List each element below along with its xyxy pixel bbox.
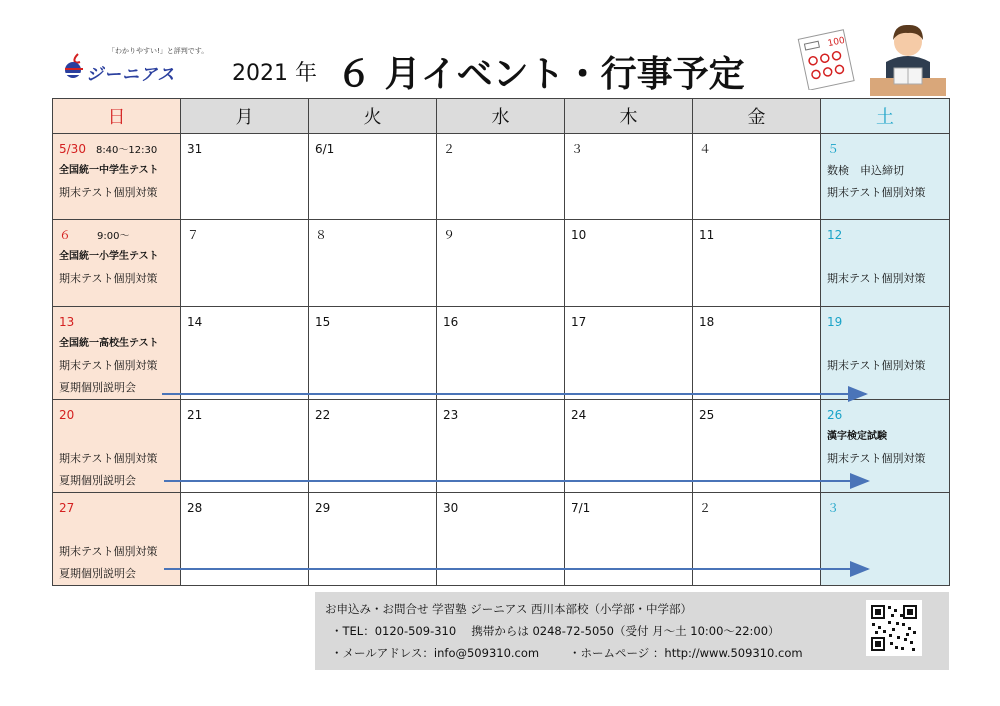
day-number: 7/1 bbox=[571, 501, 591, 515]
day-number: ９ bbox=[443, 228, 456, 242]
day-number: 22 bbox=[315, 408, 331, 422]
event-label: 期末テスト個別対策 bbox=[59, 186, 158, 199]
day-number: 14 bbox=[187, 315, 203, 329]
page-title bbox=[232, 46, 745, 97]
day-cell bbox=[693, 134, 821, 220]
svg-text:100: 100 bbox=[826, 35, 846, 50]
day-number: 21 bbox=[187, 408, 203, 422]
calendar-table bbox=[52, 98, 950, 586]
event-label: 夏期個別説明会 bbox=[59, 381, 136, 394]
qr-code-icon bbox=[866, 600, 922, 656]
day-cell bbox=[565, 493, 693, 586]
day-number: 25 bbox=[699, 408, 715, 422]
day-cell bbox=[821, 134, 950, 220]
day-number: 13 bbox=[59, 315, 75, 329]
event-label: 全国統一高校生テスト bbox=[59, 338, 159, 349]
day-number: 26 bbox=[827, 408, 843, 422]
contact-phone: ・TEL：0120-509-310 携帯からは 0248-72-5050（受付 月～土 10:00～22:00） bbox=[331, 624, 780, 638]
weekday-header-mon: 月 bbox=[181, 99, 309, 134]
title-year: 2021 年 bbox=[232, 61, 317, 86]
day-cell bbox=[693, 400, 821, 493]
day-cell bbox=[181, 134, 309, 220]
day-cell bbox=[821, 493, 950, 586]
event-label: 期末テスト個別対策 bbox=[827, 452, 926, 465]
weekday-header-fri: 金 bbox=[693, 99, 821, 134]
event-label: 期末テスト個別対策 bbox=[827, 186, 926, 199]
day-number: 31 bbox=[187, 142, 203, 156]
day-number: ６ 9:00～ bbox=[59, 228, 130, 242]
day-cell bbox=[565, 307, 693, 400]
contact-heading: お申込み・お問合せ 学習塾 ジーニアス 西川本部校（小学部・中学部） bbox=[325, 602, 693, 616]
day-number: 5/30 8:40～12:30 bbox=[59, 142, 158, 156]
day-cell bbox=[309, 400, 437, 493]
day-cell bbox=[53, 400, 181, 493]
event-label: 夏期個別説明会 bbox=[59, 474, 136, 487]
contact-email: ・メールアドレス：info@509310.com bbox=[331, 646, 540, 660]
day-number: 20 bbox=[59, 408, 75, 422]
week-row bbox=[53, 400, 950, 493]
day-cell bbox=[693, 220, 821, 307]
day-number: 28 bbox=[187, 501, 203, 515]
day-cell bbox=[53, 307, 181, 400]
day-number: 18 bbox=[699, 315, 715, 329]
day-number: ３ bbox=[571, 142, 584, 156]
day-cell bbox=[309, 307, 437, 400]
day-number: ５ bbox=[827, 142, 840, 156]
week-row bbox=[53, 220, 950, 307]
event-time: 9:00～ bbox=[97, 231, 130, 242]
day-number: 29 bbox=[315, 501, 331, 515]
day-cell bbox=[437, 220, 565, 307]
test-paper-icon bbox=[795, 28, 857, 90]
day-number: ２ bbox=[699, 501, 712, 515]
day-cell bbox=[565, 134, 693, 220]
event-label: 期末テスト個別対策 bbox=[59, 452, 158, 465]
day-cell bbox=[181, 220, 309, 307]
day-number: 19 bbox=[827, 315, 843, 329]
day-cell bbox=[437, 493, 565, 586]
contact-homepage: ・ホームページ ：http://www.509310.com bbox=[569, 646, 803, 660]
day-cell bbox=[53, 134, 181, 220]
event-label: 全国統一小学生テスト bbox=[59, 251, 159, 262]
day-cell bbox=[693, 307, 821, 400]
day-number: 17 bbox=[571, 315, 587, 329]
weekday-header-sun: 日 bbox=[53, 99, 181, 134]
event-label: 期末テスト個別対策 bbox=[59, 359, 158, 372]
day-cell bbox=[693, 493, 821, 586]
weekday-header-tue: 火 bbox=[309, 99, 437, 134]
week-row bbox=[53, 134, 950, 220]
day-cell bbox=[53, 493, 181, 586]
day-cell bbox=[565, 400, 693, 493]
event-label: 期末テスト個別対策 bbox=[59, 272, 158, 285]
day-number: 11 bbox=[699, 228, 715, 242]
day-cell bbox=[437, 134, 565, 220]
weekday-header-thu: 木 bbox=[565, 99, 693, 134]
day-number: 15 bbox=[315, 315, 331, 329]
day-cell bbox=[437, 307, 565, 400]
day-number: ８ bbox=[315, 228, 328, 242]
event-label: 期末テスト個別対策 bbox=[827, 359, 926, 372]
day-cell bbox=[309, 134, 437, 220]
day-cell bbox=[53, 220, 181, 307]
event-label: 漢字検定試験 bbox=[827, 431, 887, 442]
day-number: ７ bbox=[187, 228, 200, 242]
title-main: ６ 月イベント・行事予定 bbox=[336, 54, 745, 95]
studying-student-icon bbox=[868, 16, 948, 98]
event-label: 全国統一中学生テスト bbox=[59, 165, 159, 176]
day-number: 27 bbox=[59, 501, 75, 515]
day-cell bbox=[821, 220, 950, 307]
logo-mark-icon bbox=[62, 52, 88, 82]
day-cell bbox=[181, 400, 309, 493]
event-label: 期末テスト個別対策 bbox=[827, 272, 926, 285]
contact-box bbox=[315, 592, 949, 670]
week-row bbox=[53, 493, 950, 586]
day-number: 24 bbox=[571, 408, 587, 422]
logo-name: ジーニアス bbox=[86, 65, 176, 85]
event-label: 夏期個別説明会 bbox=[59, 567, 136, 580]
week-row bbox=[53, 307, 950, 400]
day-cell bbox=[181, 493, 309, 586]
day-number: ３ bbox=[827, 501, 840, 515]
weekday-header-row bbox=[53, 99, 950, 134]
weekday-header-wed: 水 bbox=[437, 99, 565, 134]
weekday-header-sat: 土 bbox=[821, 99, 950, 134]
day-cell bbox=[821, 400, 950, 493]
day-cell bbox=[309, 493, 437, 586]
day-number: 30 bbox=[443, 501, 459, 515]
day-cell bbox=[309, 220, 437, 307]
day-number: 6/1 bbox=[315, 142, 335, 156]
day-cell bbox=[565, 220, 693, 307]
event-time: 8:40～12:30 bbox=[95, 145, 158, 156]
day-number: 10 bbox=[571, 228, 587, 242]
day-cell bbox=[181, 307, 309, 400]
day-number: ４ bbox=[699, 142, 712, 156]
day-number: 16 bbox=[443, 315, 459, 329]
day-cell bbox=[437, 400, 565, 493]
event-label: 期末テスト個別対策 bbox=[59, 545, 158, 558]
logo-tagline: 「わかりやすい!」と評判です。 bbox=[108, 47, 209, 55]
day-cell bbox=[821, 307, 950, 400]
day-number: ２ bbox=[443, 142, 456, 156]
day-number: 12 bbox=[827, 228, 843, 242]
event-label: 数検 申込締切 bbox=[827, 164, 904, 177]
day-number: 23 bbox=[443, 408, 459, 422]
